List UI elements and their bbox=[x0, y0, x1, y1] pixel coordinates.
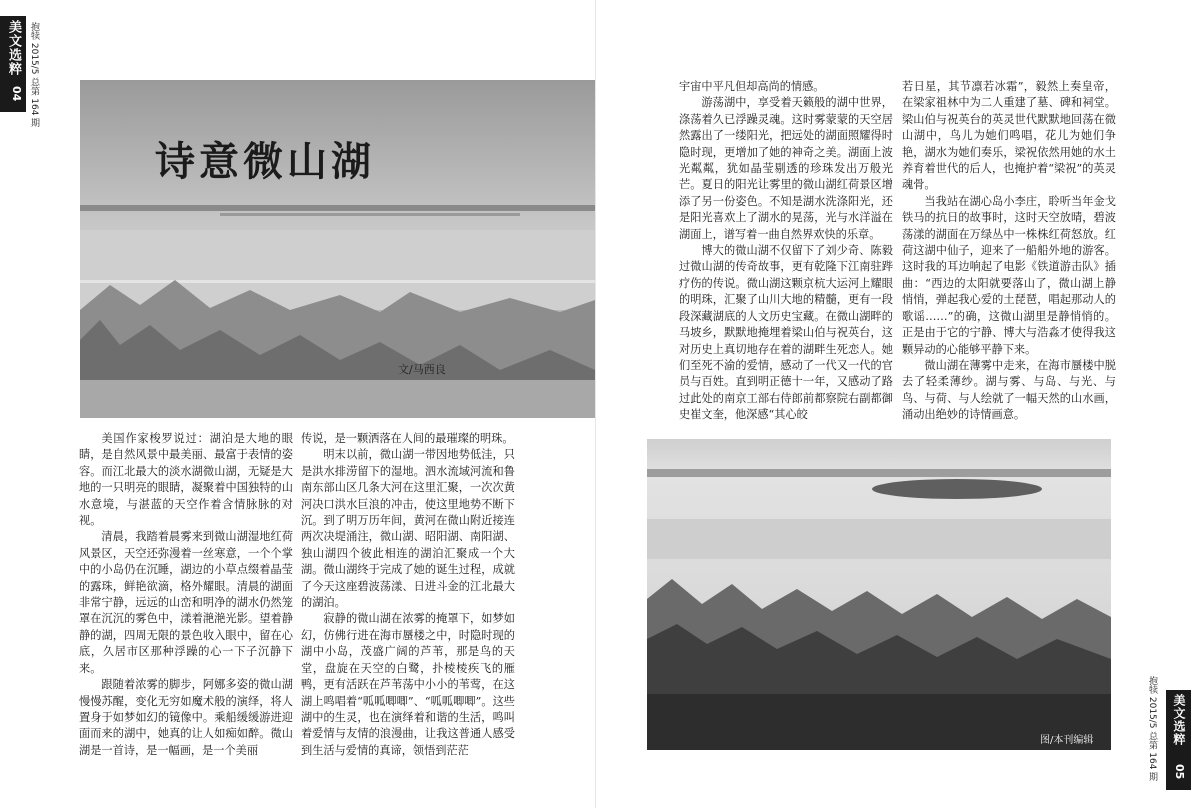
text-column-4 bbox=[902, 79, 1116, 424]
paragraph: 博大的微山湖不仅留下了刘少奇、陈毅过微山湖的传奇故事，更有乾隆下江南驻跸疗伤的传说。微山湖这颗京杭大运河上耀眼的明珠，汇聚了山川大地的精髓，更有一段段深藏湖底的人文历史宝藏。在微山湖畔的马坡乡，默默地掩埋着梁山伯与祝英台，这对历史上真切地存在着的湖畔生死恋人。她们至死不渝的爱情，感动了一代又一代的官员与百姓。直到明正德十一年，又感动了路过此处的南京工部右侍郎前都察院右副都御史崔文奎，他深感“其心皎 bbox=[679, 244, 893, 422]
paragraph: 若日星，其节凛若冰霜”，毅然上奏皇帝，在梁家祖林中为二人重建了墓、碑和祠堂。梁山伯与祝英台的英灵世代默默地回荡在微山湖中，鸟儿为她们鸣唱，花儿为她们争艳，湖水为她们奏乐，梁祝依然用她的水土养育着世代的后人，也掩护着“梁祝”的英灵魂骨。 bbox=[902, 80, 1116, 192]
paragraph: 寂静的微山湖在浓雾的掩罩下，如梦如幻，仿佛行进在海市蜃楼之中，时隐时现的湖中小岛，茂盛广阔的芦苇，那是鸟的天堂，盘旋在天空的白鹭，扑棱棱疾飞的雁鸭，更有活跃在芦苇荡中小小的苇莺，在这湖上鸣唱着“呱呱唧唧”、“呱呱唧唧”。这些湖中的生灵，也在演绎着和谐的生活，鸣叫着爱情与友情的浪漫曲，让我这普通人感受到生活与爱情的真谛，领悟到茫茫 bbox=[301, 612, 515, 757]
section-tab-label: 美文选粹 bbox=[6, 20, 21, 76]
section-tab-label: 美文选粹 bbox=[1172, 694, 1186, 746]
issue-info: 抱犊 2015/5 总第 164 期 bbox=[1147, 676, 1157, 782]
paragraph: 当我站在湖心岛小李庄，聆听当年金戈铁马的抗日的故事时，这时天空放晴，碧波荡漾的湖面在万绿丛中一株株红荷怒放。红荷这湖中仙子，迎来了一船船外地的游客。这时我的耳边响起了电影《铁道游击队》插曲：“西边的太阳就要落山了，微山湖上静悄悄，弹起我心爱的土琵琶，唱起那动人的歌谣……”的确，这微山湖里是静悄悄的。正是由于它的宁静、博大与浩淼才使得我这颗异动的心能够平静下来。 bbox=[902, 194, 1116, 356]
author-byline: 文/马西良 bbox=[398, 363, 446, 376]
paragraph: 游荡湖中，享受着天籁般的湖中世界，涤荡着久已浮躁灵魂。这时雾蒙蒙的天空居然露出了一缕阳光，把远处的湖面照耀得时隐时现，更增加了她的神奇之美。湖面上波光粼粼，犹如晶莹剔透的珍珠发出万般光芒。夏日的阳光让雾里的微山湖红荷景区增添了另一份姿色。不知是湖水洗涤阳光，还是阳光喜欢上了湖水的晃荡，光与水洋溢在湖面上，谱写着一曲自然界欢快的乐章。 bbox=[679, 96, 893, 241]
page-number: 04 bbox=[10, 86, 23, 102]
issue-info: 抱犊 2015/5 总第 164 期 bbox=[29, 22, 39, 128]
paragraph: 传说，是一颗洒落在人间的最璀璨的明珠。 bbox=[301, 432, 514, 445]
photo-credit: 图/本刊编辑 bbox=[1040, 735, 1094, 746]
paragraph: 微山湖在薄雾中走来，在海市蜃楼中脱去了轻柔薄纱。湖与雾、与岛、与光、与鸟、与荷、与人绘就了一幅天然的山水画，涌动出绝妙的诗情画意。 bbox=[902, 358, 1116, 422]
text-column-1 bbox=[79, 431, 293, 759]
paragraph: 美国作家梭罗说过：湖泊是大地的眼睛，是自然风景中最美丽、最富于表情的姿容。而江北最大的淡水湖微山湖，无疑是大地的一只明亮的眼睛，凝聚着中国独特的山水意境，与湛蓝的天空作着含情脉脉的对视。 bbox=[79, 432, 293, 528]
text-column-3 bbox=[679, 79, 893, 424]
paragraph: 跟随着浓雾的脚步，阿娜多姿的微山湖慢慢苏醒，变化无穷如魔术般的演绎，将人置身于如梦如幻的镜像中。乘船缓缓游进迎面而来的湖中，她真的让人如痴如醉。微山湖是一首诗，是一幅画，是一个美丽 bbox=[79, 678, 293, 757]
section-tab-right bbox=[1166, 690, 1191, 790]
text-column-2 bbox=[301, 431, 515, 759]
lake-photo-reeds bbox=[647, 439, 1111, 750]
paragraph: 宇宙中平凡但却高尚的情感。 bbox=[679, 80, 825, 93]
section-tab-left bbox=[0, 16, 26, 112]
paragraph: 明末以前，微山湖一带因地势低洼，只是洪水排涝留下的湿地。泗水流域河流和鲁南东部山区几条大河在这里汇聚，一次次黄河决口洪水巨浪的冲击，使这里地势不断下沉。到了明万历年间，黄河在微山附近接连两次决堤涌注，微山湖、昭阳湖、南阳湖、独山湖四个彼此相连的湖泊汇聚成一个大湖。微山湖终于完成了她的诞生过程，成就了今天这座碧波荡漾、日进斗金的江北最大的湖泊。 bbox=[301, 448, 515, 610]
article-title: 诗意微山湖 bbox=[155, 138, 375, 185]
page-gutter bbox=[595, 0, 596, 808]
paragraph: 清晨，我踏着晨雾来到微山湖湿地红荷风景区，天空还弥漫着一丝寒意，一个个掌中的小岛仍在沉睡，湖边的小草点缀着晶莹的露珠，鲜艳欲滴，格外耀眼。清晨的湖面非常宁静，远远的山峦和明净的湖水仍然笼罩在沉沉的雾色中，漾着滟滟光影。望着静静的湖，四周无限的景色收入眼中，留在心底，久居市区那种浮躁的心一下子沉静下来。 bbox=[79, 530, 293, 675]
page-number: 05 bbox=[1173, 764, 1186, 780]
